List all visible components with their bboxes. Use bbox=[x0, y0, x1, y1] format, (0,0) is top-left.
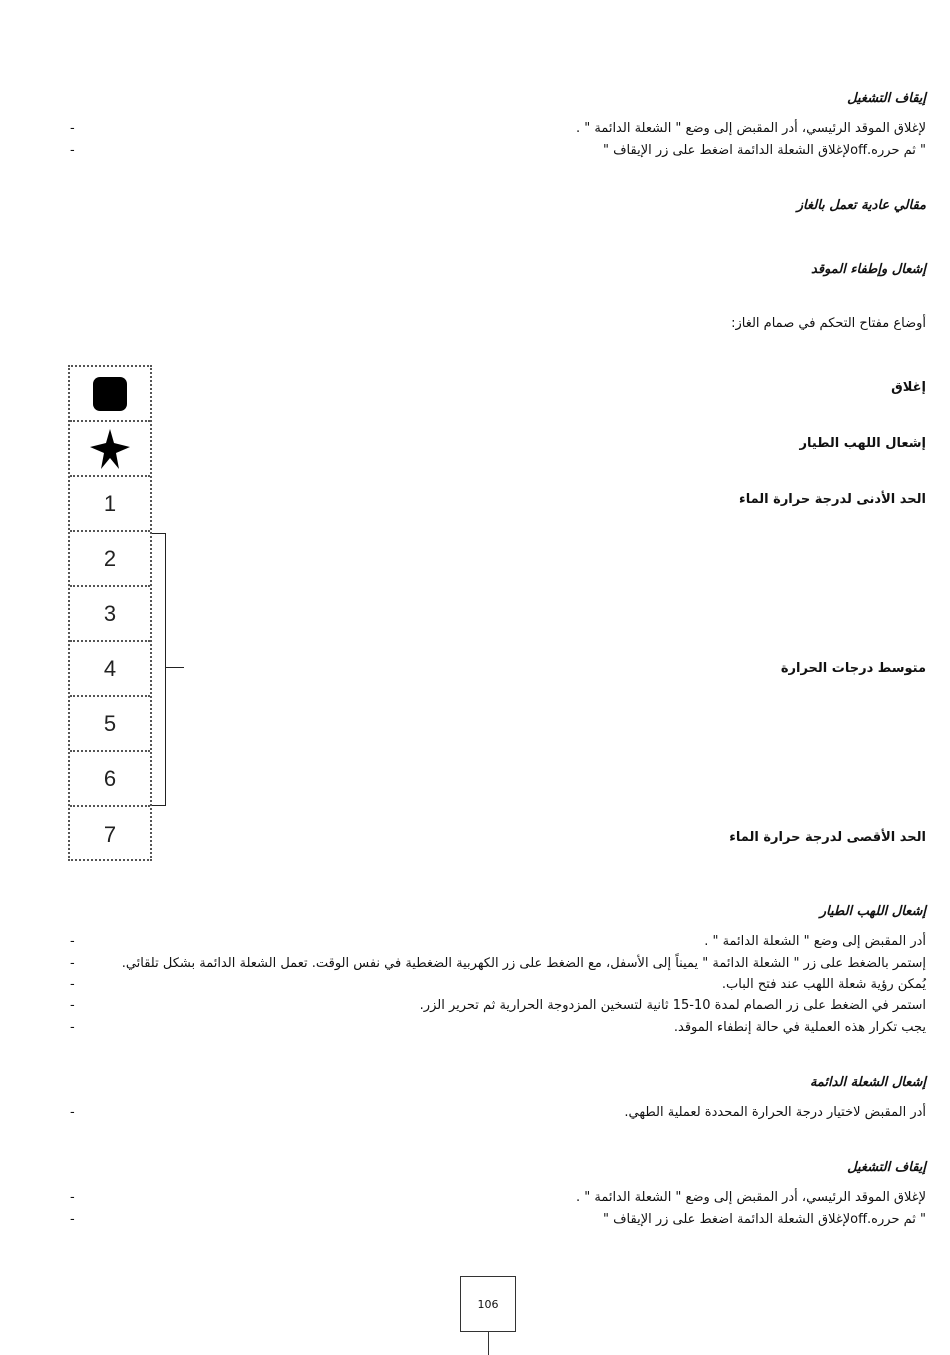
label-min-temp: الحد الأدنى لدرجة حرارة الماء bbox=[739, 492, 926, 507]
stop2-line-1: لإغلاق الموقد الرئيسي، أدر المقبض إلى وضع " الشعلة الدائمة " . bbox=[575, 1190, 926, 1205]
bullet-dash: - bbox=[70, 143, 75, 158]
bullet-dash: - bbox=[70, 1190, 75, 1205]
section-heading-stop-2: إيقاف التشغيل bbox=[847, 1160, 926, 1175]
label-off: إغلاق bbox=[891, 380, 926, 395]
dial-position-5: 5 bbox=[70, 697, 150, 752]
control-dial-diagram bbox=[68, 365, 152, 861]
bullet-dash: - bbox=[70, 1020, 75, 1035]
page-number-line bbox=[488, 1332, 489, 1355]
main-flame-line: أدر المقبض لاختيار درجة الحرارة المحددة لعملية الطهي. bbox=[624, 1105, 926, 1120]
bullet-dash: - bbox=[70, 977, 75, 992]
pilot-line-5: يجب تكرار هذه العملية في حالة إنطفاء الموقد. bbox=[673, 1020, 926, 1035]
medium-range-bracket bbox=[152, 533, 166, 806]
label-max-temp: الحد الأقصى لدرجة حرارة الماء bbox=[729, 830, 926, 845]
dial-cell-pilot bbox=[70, 422, 150, 477]
dial-position-6: 6 bbox=[70, 752, 150, 807]
pilot-line-4: استمر في الضغط على زر الصمام لمدة 10-15 ثانية لتسخين المزدوجة الحرارية ثم تحرير الزر. bbox=[419, 998, 926, 1013]
pilot-line-1: أدر المقبض إلى وضع " الشعلة الدائمة " . bbox=[704, 934, 926, 949]
stop-line-1: لإغلاق الموقد الرئيسي، أدر المقبض إلى وضع " الشعلة الدائمة " . bbox=[575, 121, 926, 136]
bullet-dash: - bbox=[70, 998, 75, 1013]
dial-position-1: 1 bbox=[70, 477, 150, 532]
ignition-heading: إشعال وإطفاء الموقد bbox=[811, 262, 926, 277]
pilot-section-heading: إشعال اللهب الطيار bbox=[819, 904, 926, 919]
page-number: 106 bbox=[460, 1276, 516, 1332]
section-heading-stop: إيقاف التشغيل bbox=[847, 91, 926, 106]
positions-intro: أوضاع مفتاح التحكم في صمام الغاز: bbox=[731, 316, 926, 331]
bullet-dash: - bbox=[70, 1212, 75, 1227]
stop-line-2: " ثم حرره.offلإغلاق الشعلة الدائمة اضغط على زر الإيقاف " bbox=[602, 143, 926, 158]
stop2-line-2: " ثم حرره.offلإغلاق الشعلة الدائمة اضغط على زر الإيقاف " bbox=[602, 1212, 926, 1227]
dial-position-3: 3 bbox=[70, 587, 150, 642]
dial-position-4: 4 bbox=[70, 642, 150, 697]
dial-position-7: 7 bbox=[103, 821, 117, 847]
dial-cell-off bbox=[70, 367, 150, 422]
stop-square-icon bbox=[93, 377, 127, 411]
flame-star-icon bbox=[87, 427, 133, 471]
pilot-line-3: يُمكن رؤية شعلة اللهب عند فتح الباب. bbox=[721, 977, 926, 992]
main-flame-heading: إشعال الشعلة الدائمة bbox=[809, 1075, 926, 1090]
bullet-dash: - bbox=[70, 121, 75, 136]
label-pilot: إشعال اللهب الطيار bbox=[799, 436, 926, 451]
medium-range-tick bbox=[166, 667, 184, 668]
pilot-line-2: إستمر بالضغط على زر " الشعلة الدائمة " يميناً إلى الأسفل، مع الضغط على زر الكهربية الضغطية في نفس الوقت. تعمل الشعلة الدائمة بشكل تلقائي. bbox=[121, 956, 926, 971]
dial-position-2: 2 bbox=[70, 532, 150, 587]
label-medium-temp: متوسط درجات الحرارة bbox=[780, 661, 926, 676]
gas-fryer-heading: مقالي عادية تعمل بالغاز bbox=[796, 198, 926, 213]
bullet-dash: - bbox=[70, 956, 75, 971]
bullet-dash: - bbox=[70, 934, 75, 949]
bullet-dash: - bbox=[70, 1105, 75, 1120]
